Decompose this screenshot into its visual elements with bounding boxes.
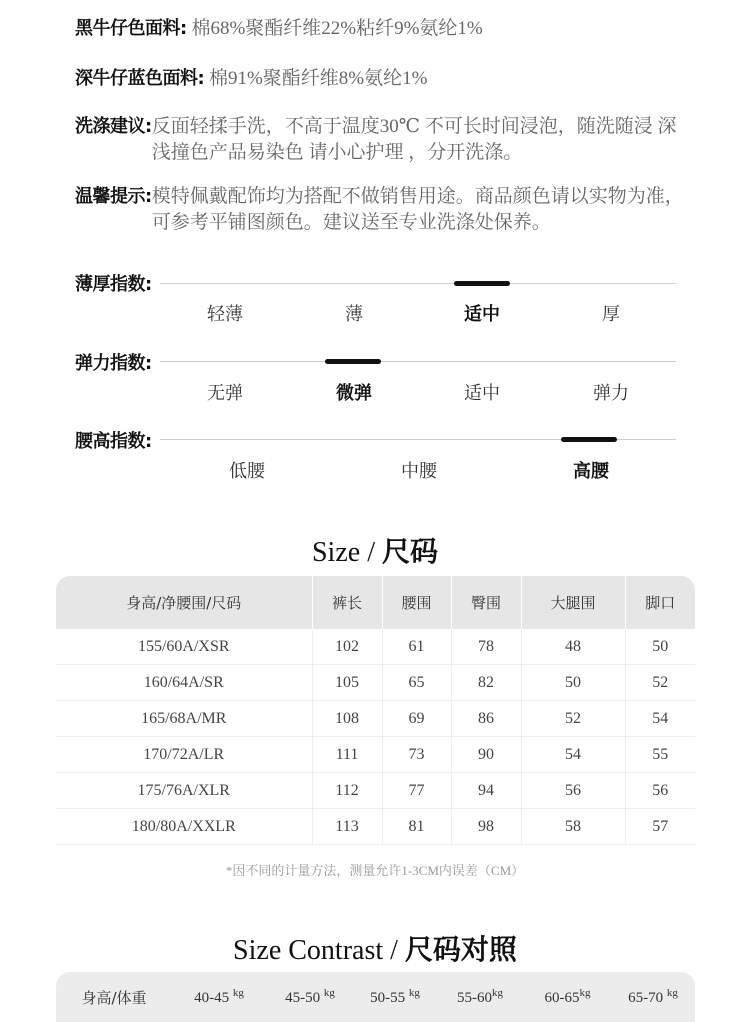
size-cell: 56 <box>625 773 695 809</box>
size-cell: 77 <box>382 773 451 809</box>
weight-unit: kg <box>408 987 420 999</box>
contrast-weight-cell <box>172 972 266 1022</box>
size-cell: 175/76A/XLR <box>56 773 312 809</box>
size-cell: 102 <box>312 629 382 665</box>
spec-value: 棉68%聚酯纤维22%粘纤9%氨纶1% <box>191 18 483 39</box>
size-cell: 65 <box>382 665 451 701</box>
thickness-index-line <box>160 283 676 284</box>
contrast-weight-cell <box>436 972 524 1022</box>
thickness-option-selected: 适中 <box>464 304 500 325</box>
size-cell: 113 <box>312 809 382 845</box>
thickness-option: 厚 <box>602 304 620 325</box>
spec-value: 棉91%聚酯纤维8%氨纶1% <box>208 68 428 89</box>
waist-option: 低腰 <box>229 461 265 482</box>
elasticity-index-marker <box>325 359 381 364</box>
elasticity-index-line <box>160 361 676 362</box>
table-row <box>56 701 695 737</box>
thickness-option: 轻薄 <box>207 304 243 325</box>
size-cell: 98 <box>451 809 521 845</box>
spec-key: 深牛仔蓝色面料: <box>75 68 205 89</box>
size-header-cell: 脚口 <box>625 576 695 629</box>
size-cell: 69 <box>382 701 451 737</box>
weight-unit: kg <box>666 987 678 999</box>
size-cell: 165/68A/MR <box>56 701 312 737</box>
size-cell: 81 <box>382 809 451 845</box>
elasticity-option: 适中 <box>464 383 500 404</box>
weight-unit: kg <box>232 987 244 999</box>
size-cell: 54 <box>625 701 695 737</box>
contrast-title-cn: 尺码对照 <box>404 933 517 966</box>
contrast-header-row <box>56 972 695 1022</box>
size-cell: 61 <box>382 629 451 665</box>
size-cell: 155/60A/XSR <box>56 629 312 665</box>
table-row <box>56 629 695 665</box>
weight-unit: kg <box>323 987 335 999</box>
size-header-cell: 身高/净腰围/尺码 <box>56 576 312 629</box>
spec-tips <box>75 184 695 236</box>
size-section-title <box>0 530 750 570</box>
size-header-cell: 腰围 <box>382 576 451 629</box>
elasticity-option-selected: 微弹 <box>336 383 372 404</box>
size-cell: 105 <box>312 665 382 701</box>
size-cell: 90 <box>451 737 521 773</box>
size-cell: 50 <box>521 665 625 701</box>
contrast-weight-cell <box>611 972 695 1022</box>
spec-value: 模特佩戴配饰均为搭配不做销售用途。商品颜色请以实物为准，可参考平铺图颜色。建议送至专业洗涤处保养。 <box>151 186 684 233</box>
size-cell: 50 <box>625 629 695 665</box>
contrast-weight-cell <box>266 972 354 1022</box>
size-cell: 73 <box>382 737 451 773</box>
size-header-cell: 裤长 <box>312 576 382 629</box>
spec-value: 反面轻揉手洗，不高于温度30℃ 不可长时间浸泡，随洗随浸 深浅撞色产品易染色 请小心护理 ，分开洗涤。 <box>151 116 677 163</box>
table-row <box>56 809 695 845</box>
size-cell: 94 <box>451 773 521 809</box>
elasticity-option: 无弹 <box>207 383 243 404</box>
elasticity-index-label: 弹力指数: <box>75 353 152 374</box>
size-title-en: Size / <box>311 537 382 568</box>
size-cell: 56 <box>521 773 625 809</box>
waist-option-selected: 高腰 <box>573 461 609 482</box>
size-cell: 170/72A/LR <box>56 737 312 773</box>
size-cell: 111 <box>312 737 382 773</box>
size-cell: 112 <box>312 773 382 809</box>
spec-key: 黑牛仔色面料: <box>75 18 187 39</box>
elasticity-option: 弹力 <box>593 383 629 404</box>
waist-index-label: 腰高指数: <box>75 431 152 452</box>
thickness-option: 薄 <box>345 304 363 325</box>
contrast-weight-cell <box>524 972 611 1022</box>
spec-washing <box>75 114 695 166</box>
size-cell: 52 <box>521 701 625 737</box>
measurement-note: *因不同的计量方法，测量允许1-3CM内误差（CM） <box>225 863 525 878</box>
size-contrast-title <box>0 928 750 968</box>
spec-black-denim <box>75 16 695 42</box>
size-cell: 86 <box>451 701 521 737</box>
size-table <box>56 576 695 845</box>
table-row <box>56 773 695 809</box>
contrast-header-label: 身高/体重 <box>56 972 172 1022</box>
thickness-index-marker <box>454 281 510 286</box>
size-cell: 52 <box>625 665 695 701</box>
contrast-title-en: Size Contrast / <box>233 935 405 966</box>
size-header-cell: 大腿围 <box>521 576 625 629</box>
spec-key: 温馨提示: <box>75 186 152 207</box>
spec-deep-blue-denim <box>75 66 695 92</box>
size-cell: 54 <box>521 737 625 773</box>
weight-range: 60-65 <box>544 990 580 1006</box>
weight-unit: kg <box>492 987 503 999</box>
table-row <box>56 665 695 701</box>
size-cell: 55 <box>625 737 695 773</box>
thickness-index-label: 薄厚指数: <box>75 274 152 295</box>
contrast-weight-cell <box>354 972 436 1022</box>
size-table-header-row <box>56 576 695 629</box>
weight-range: 40-45 <box>194 990 230 1006</box>
table-row <box>56 737 695 773</box>
waist-index-marker <box>561 437 617 442</box>
waist-option: 中腰 <box>401 461 437 482</box>
size-cell: 180/80A/XXLR <box>56 809 312 845</box>
size-cell: 58 <box>521 809 625 845</box>
size-cell: 48 <box>521 629 625 665</box>
size-cell: 78 <box>451 629 521 665</box>
weight-unit: kg <box>579 987 591 999</box>
weight-range: 55-60 <box>457 990 492 1006</box>
size-title-cn: 尺码 <box>381 535 438 568</box>
weight-range: 65-70 <box>628 990 664 1006</box>
size-header-cell: 臀围 <box>451 576 521 629</box>
weight-range: 50-55 <box>370 990 406 1006</box>
size-cell: 82 <box>451 665 521 701</box>
size-cell: 108 <box>312 701 382 737</box>
weight-range: 45-50 <box>285 990 321 1006</box>
spec-key: 洗涤建议: <box>75 116 152 137</box>
size-cell: 57 <box>625 809 695 845</box>
size-cell: 160/64A/SR <box>56 665 312 701</box>
size-contrast-table <box>56 972 695 1022</box>
